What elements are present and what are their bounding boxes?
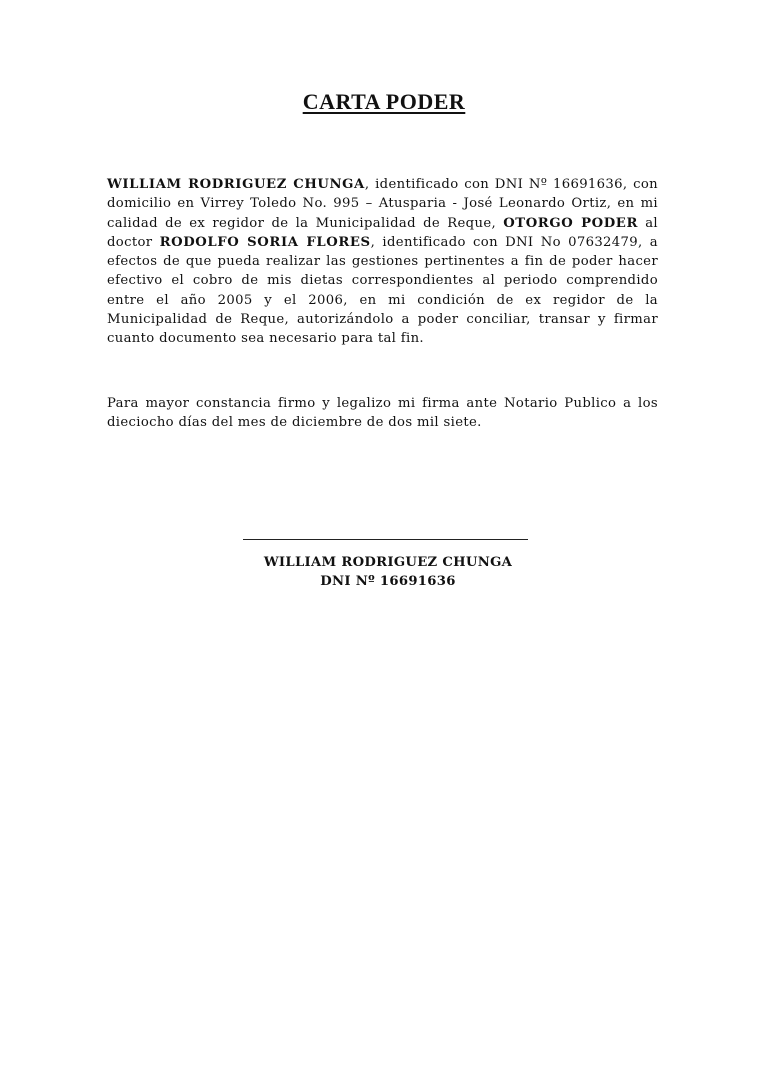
signature-line (243, 539, 528, 540)
paragraph-1-text-b: al doctor (107, 215, 658, 250)
signature-name: WILLIAM RODRIGUEZ CHUNGA (263, 555, 513, 570)
attorney-name: RODOLFO SORIA FLORES (159, 234, 371, 250)
grant-phrase: OTORGO PODER (503, 215, 639, 231)
grantor-name: WILLIAM RODRIGUEZ CHUNGA (107, 177, 365, 192)
document-title (0, 89, 768, 115)
document-title-text: CARTA PODER (302, 89, 466, 114)
signature-dni: DNI Nº 16691636 (320, 574, 456, 589)
paragraph-1-text-a: , identificado con DNI Nº 16691636, con domicilio en Virrey Toledo No. 995 – Atusparia - José Leonardo Ortiz, en mi calidad de ex regidor de la Municipalidad de Reque, (107, 177, 658, 231)
paragraph-1-text-c: , identificado con DNI No 07632479, a efectos de que pueda realizar las gestiones pertinentes a fin de poder hacer efectivo el cobro de mis dietas correspondientes al periodo comprendido entre el año 2005 y el 2006, en mi condición de ex regidor de la Municipalidad de Reque, autorizándolo a poder conciliar, transar y firmar cuanto documento sea necesario para tal fin. (107, 234, 658, 347)
body-paragraph-1 (107, 175, 658, 349)
body-paragraph-2: Para mayor constancia firmo y legalizo mi firma ante Notario Publico a los dieciocho días del mes de diciembre de dos mil siete. (107, 396, 658, 431)
